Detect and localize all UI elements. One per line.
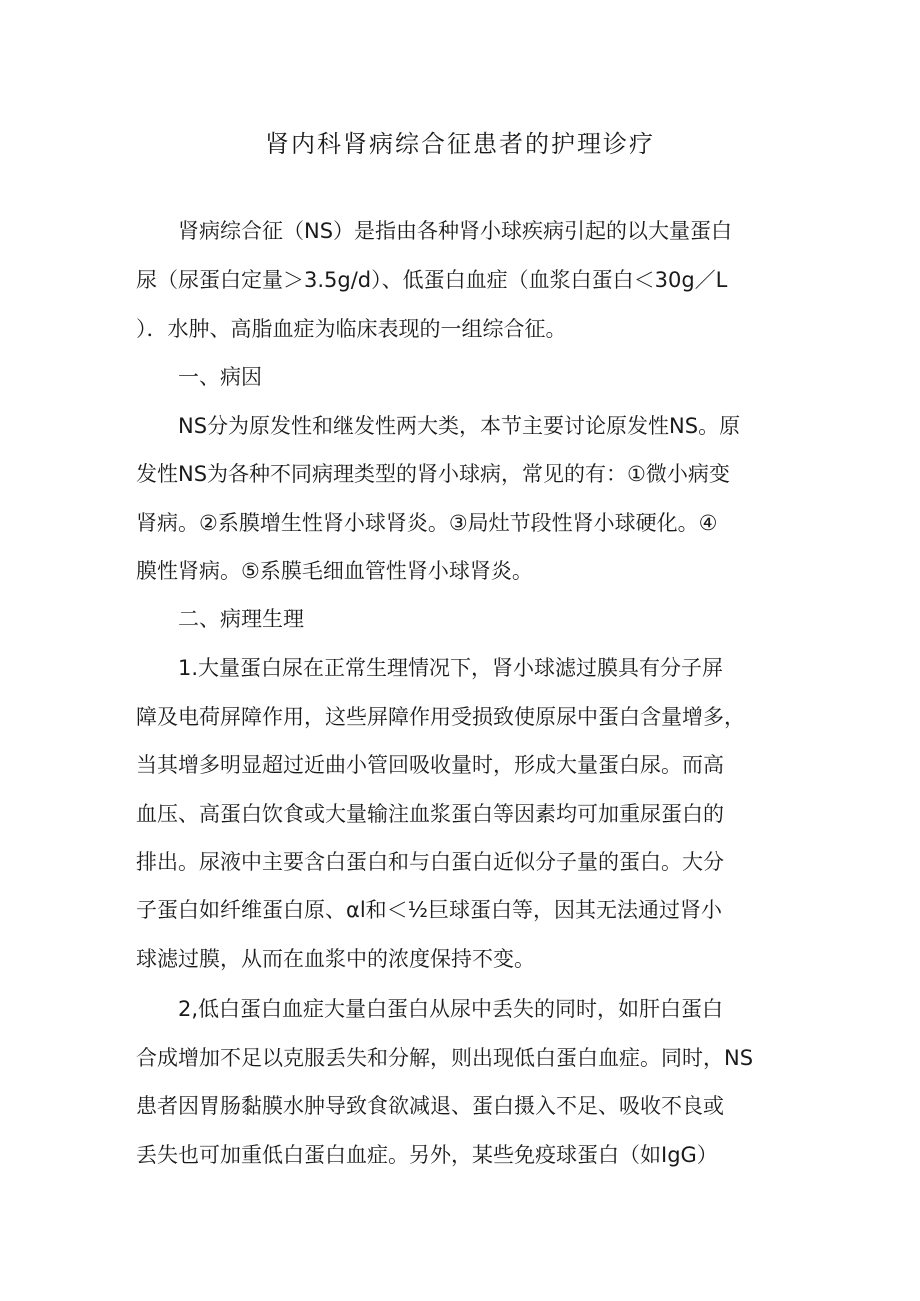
paragraph-line: 血压、高蛋白饮食或大量输注血浆蛋白等因素均可加重尿蛋白的 <box>136 802 724 826</box>
paragraph-line: 患者因胃肠黏膜水肿导致食欲减退、蛋白摄入不足、吸收不良或 <box>136 1094 724 1118</box>
page-title: 肾内科肾病综合征患者的护理诊疗 <box>265 130 655 158</box>
section-heading: 一、病因 <box>178 365 262 389</box>
paragraph-line: 2,低白蛋白血症大量白蛋白从尿中丢失的同时，如肝白蛋白 <box>178 997 724 1021</box>
paragraph-line: NS分为原发性和继发性两大类，本节主要讨论原发性NS。原 <box>178 414 741 438</box>
paragraph-line: ）．水肿、高脂血症为临床表现的一组综合征。 <box>136 317 567 341</box>
paragraph-line: 肾病。②系膜增生性肾小球肾炎。③局灶节段性肾小球硬化。④ <box>136 511 718 535</box>
paragraph-line: 子蛋白如纤维蛋白原、αl和＜½巨球蛋白等，因其无法通过肾小 <box>136 898 723 922</box>
paragraph-line: 肾病综合征（NS）是指由各种肾小球疾病引起的以大量蛋白 <box>178 219 733 243</box>
section-heading: 二、病理生理 <box>178 607 304 631</box>
paragraph-line: 合成增加不足以克服丢失和分解，则出现低白蛋白血症。同时，NS <box>136 1046 754 1070</box>
paragraph-line: 排出。尿液中主要含白蛋白和与白蛋白近似分子量的蛋白。大分 <box>136 850 724 874</box>
paragraph-line: 发性NS为各种不同病理类型的肾小球病，常见的有：①微小病变 <box>136 462 730 486</box>
paragraph-line: 尿（尿蛋白定量＞3.5g/d）、低蛋白血症（血浆白蛋白＜30g／L <box>136 268 728 292</box>
paragraph-line: 膜性肾病。⑤系膜毛细血管性肾小球肾炎。 <box>136 559 533 583</box>
paragraph-line: 球滤过膜，从而在血浆中的浓度保持不变。 <box>136 947 535 971</box>
paragraph-line: 丢失也可加重低白蛋白血症。另外，某些免疫球蛋白（如IgG） <box>136 1143 718 1167</box>
paragraph-line: 障及电荷屏障作用，这些屏障作用受损致使原尿中蛋白含量增多， <box>136 705 745 729</box>
paragraph-line: 当其增多明显超过近曲小管回吸收量时，形成大量蛋白尿。而高 <box>136 753 724 777</box>
paragraph-line: 1.大量蛋白尿在正常生理情况下，肾小球滤过膜具有分子屏 <box>178 656 724 680</box>
